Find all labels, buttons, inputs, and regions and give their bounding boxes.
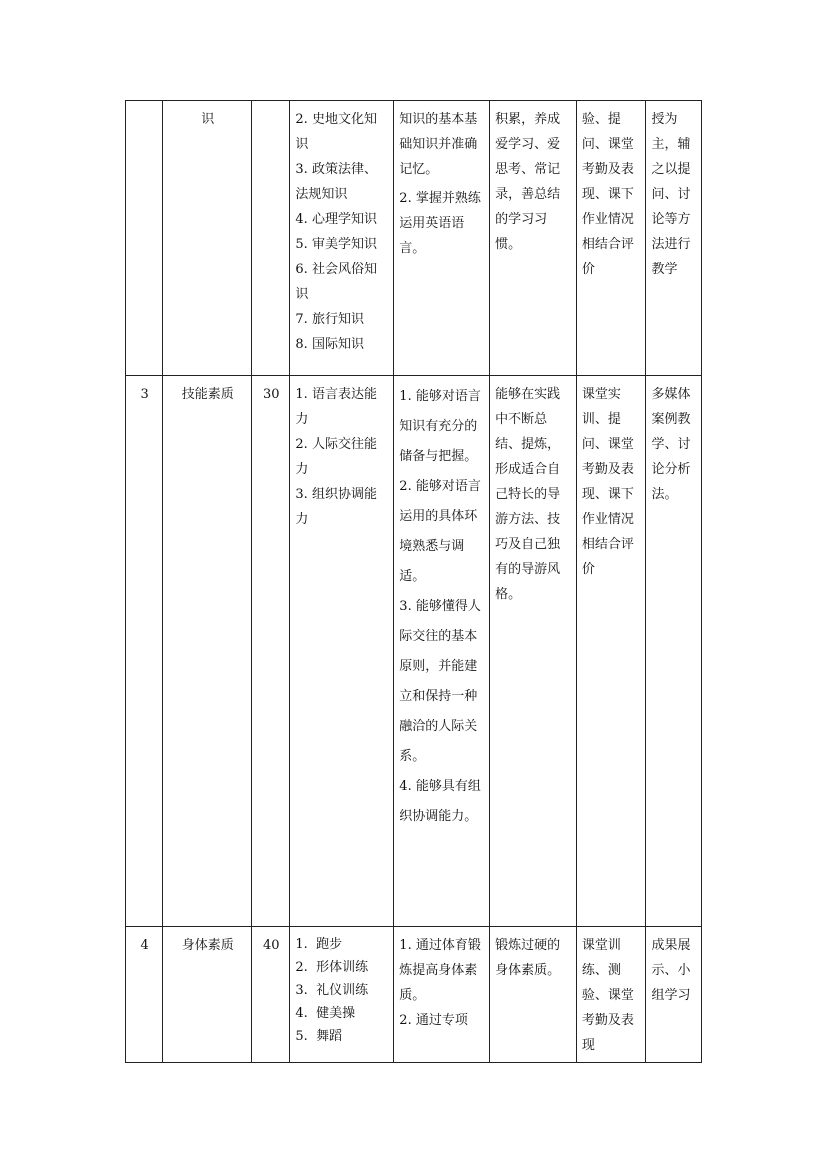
contents-cell	[290, 927, 394, 1063]
module-name-cell: 技能素质	[163, 376, 252, 927]
module-name-cell: 身体素质	[163, 927, 252, 1063]
content-item: 5. 舞蹈	[295, 1029, 343, 1044]
objectives-cell	[394, 101, 490, 376]
objective-item: 2. 掌握并熟练运用英语语言。	[399, 191, 481, 256]
content-item: 4. 健美操	[295, 1006, 356, 1021]
objectives-cell	[394, 376, 490, 927]
hours-cell: 40	[252, 927, 290, 1063]
table-row	[126, 376, 702, 927]
content-item: 3. 政策法律、法规知识	[295, 162, 377, 202]
objectives-cell	[394, 927, 490, 1063]
content-item: 7. 旅行知识	[295, 312, 364, 327]
content-item: 4. 心理学知识	[295, 212, 377, 227]
content-item: 2. 史地文化知识	[295, 112, 377, 152]
objective-item: 知识的基本基础知识并准确记忆。	[399, 112, 478, 177]
objective-item: 2. 通过专项	[399, 1013, 468, 1028]
evaluation-cell: 课堂实训、提问、课堂考勤及表现、课下作业情况相结合评价	[576, 376, 646, 927]
objective-item: 2. 能够对语言运用的具体环境熟悉与调适。	[399, 479, 481, 584]
evaluation-cell: 验、提问、课堂考勤及表现、课下作业情况相结合评价	[576, 101, 646, 376]
contents-cell	[290, 376, 394, 927]
qualities-cell: 能够在实践中不断总结、提炼，形成适合自己特长的导游方法、技巧及自己独有的导游风格。	[490, 376, 577, 927]
curriculum-table	[125, 100, 702, 1063]
contents-cell	[290, 101, 394, 376]
qualities-cell: 锻炼过硬的身体素质。	[490, 927, 577, 1063]
content-item: 1. 跑步	[295, 937, 343, 952]
hours-cell: 30	[252, 376, 290, 927]
module-name-cell: 识	[163, 101, 252, 376]
content-item: 2. 人际交往能力	[295, 437, 377, 477]
content-item: 2. 形体训练	[295, 960, 369, 975]
content-item: 5. 审美学知识	[295, 237, 377, 252]
methods-cell: 多媒体案例教学、讨论分析法。	[646, 376, 702, 927]
objective-item: 4. 能够具有组织协调能力。	[399, 779, 481, 824]
content-item: 3. 礼仪训练	[295, 983, 369, 998]
row-number-cell: 3	[126, 376, 163, 927]
table-row	[126, 101, 702, 376]
objective-item: 3. 能够懂得人际交往的基本原则，并能建立和保持一种融洽的人际关系。	[399, 599, 481, 764]
methods-cell: 授为主，辅之以提问、讨论等方法进行教学	[646, 101, 702, 376]
content-item: 3. 组织协调能力	[295, 487, 377, 527]
content-item: 1. 语言表达能力	[295, 387, 377, 427]
objective-item: 1. 能够对语言知识有充分的储备与把握。	[399, 389, 481, 464]
table-row	[126, 927, 702, 1063]
row-number-cell	[126, 101, 163, 376]
methods-cell: 成果展示、小组学习	[646, 927, 702, 1063]
qualities-cell: 积累，养成爱学习、爱思考、常记录，善总结的学习习惯。	[490, 101, 577, 376]
objective-item: 1. 通过体育锻炼提高身体素质。	[399, 938, 481, 1003]
content-item: 6. 社会风俗知识	[295, 262, 377, 302]
hours-cell	[252, 101, 290, 376]
evaluation-cell: 课堂训练、测验、课堂考勤及表现	[576, 927, 646, 1063]
row-number-cell: 4	[126, 927, 163, 1063]
content-item: 8. 国际知识	[295, 337, 364, 352]
